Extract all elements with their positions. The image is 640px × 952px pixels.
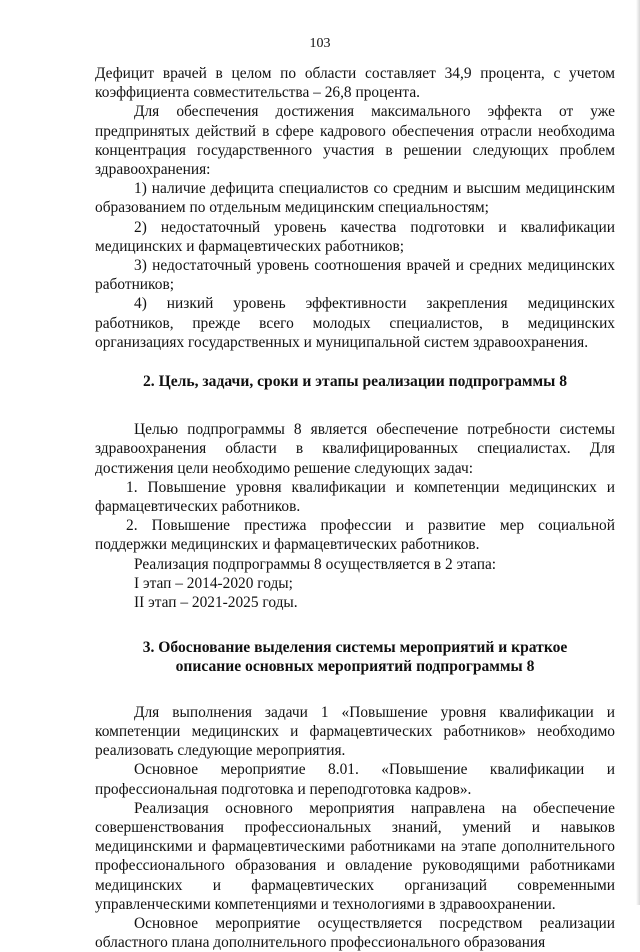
measure-8-01-paragraph: Основное мероприятие 8.01. «Повышение квалификации и профессиональная подготовка и переподготовка кадров». bbox=[95, 761, 615, 798]
section-3-heading bbox=[95, 638, 615, 676]
page-content bbox=[95, 64, 615, 952]
section-3-heading-line-1: 3. Обоснование выделения системы мероприятий и краткое bbox=[142, 639, 568, 657]
problem-item-4: 4) низкий уровень эффективности закрепления медицинских работников, прежде всего молодых специалистов, в медицинских организациях государственных и муниципальной систем здравоохранения. bbox=[95, 295, 615, 351]
page-number: 103 bbox=[309, 36, 331, 51]
section-2-heading: 2. Цель, задачи, сроки и этапы реализации подпрограммы 8 bbox=[142, 373, 568, 391]
section-3-heading-line-2: описание основных мероприятий подпрограммы 8 bbox=[175, 658, 535, 676]
goal-paragraph: Целью подпрограммы 8 является обеспечение потребности системы здравоохранения области в квалифицированных специалистах. Для достижения цели необходимо решение следующих задач: bbox=[95, 421, 615, 477]
stages-intro: Реализация подпрограммы 8 осуществляется в 2 этапа: bbox=[134, 555, 497, 573]
task-item-1: 1. Повышение уровня квалификации и компетенции медицинских и фармацевтических работников. bbox=[95, 478, 615, 516]
problem-item-2: 2) недостаточный уровень качества подготовки и квалификации медицинских и фармацевтических работников; bbox=[95, 218, 615, 255]
task1-paragraph: Для выполнения задачи 1 «Повышение уровня квалификации и компетенции медицинских и фармацевтических работников» необходимо реализовать следующие мероприятия. bbox=[95, 703, 615, 760]
stage-1: I этап – 2014-2020 годы; bbox=[134, 574, 293, 592]
problem-item-3: 3) недостаточный уровень соотношения врачей и средних медицинских работников; bbox=[95, 257, 615, 294]
stage-2: II этап – 2021-2025 годы. bbox=[134, 594, 298, 612]
measure-means-paragraph: Основное мероприятие осуществляется посредством реализации областного плана дополнительного профессионального образования bbox=[95, 914, 615, 952]
intro-paragraph-2: Для обеспечения достижения максимального эффекта от уже предпринятых действий в сфере кадрового обеспечения отрасли необходима концентрация государственного участия в решении следующих проблем здравоохранения: bbox=[95, 103, 615, 179]
implementation-paragraph: Реализация основного мероприятия направлена на обеспечение совершенствования профессиональных знаний, умений и навыков медицинскими и фармацевтическими работниками на этапе дополнительного профессионального образования и овладение руководящими работниками медицинских и фармацевтических организаций современными управленческими компетенциями и технологиями в здравоохранении. bbox=[95, 799, 615, 913]
intro-paragraph-1: Дефицит врачей в целом по области составляет 34,9 процента, с учетом коэффициента совместительства – 26,8 процента. bbox=[95, 65, 615, 102]
problem-item-1: 1) наличие дефицита специалистов со средним и высшим медицинским образованием по отдельным медицинским специальностям; bbox=[95, 180, 615, 217]
task-item-2: 2. Повышение престижа профессии и развитие мер социальной поддержки медицинских и фармацевтических работников. bbox=[95, 517, 615, 554]
scan-edge-shadow bbox=[636, 0, 640, 905]
